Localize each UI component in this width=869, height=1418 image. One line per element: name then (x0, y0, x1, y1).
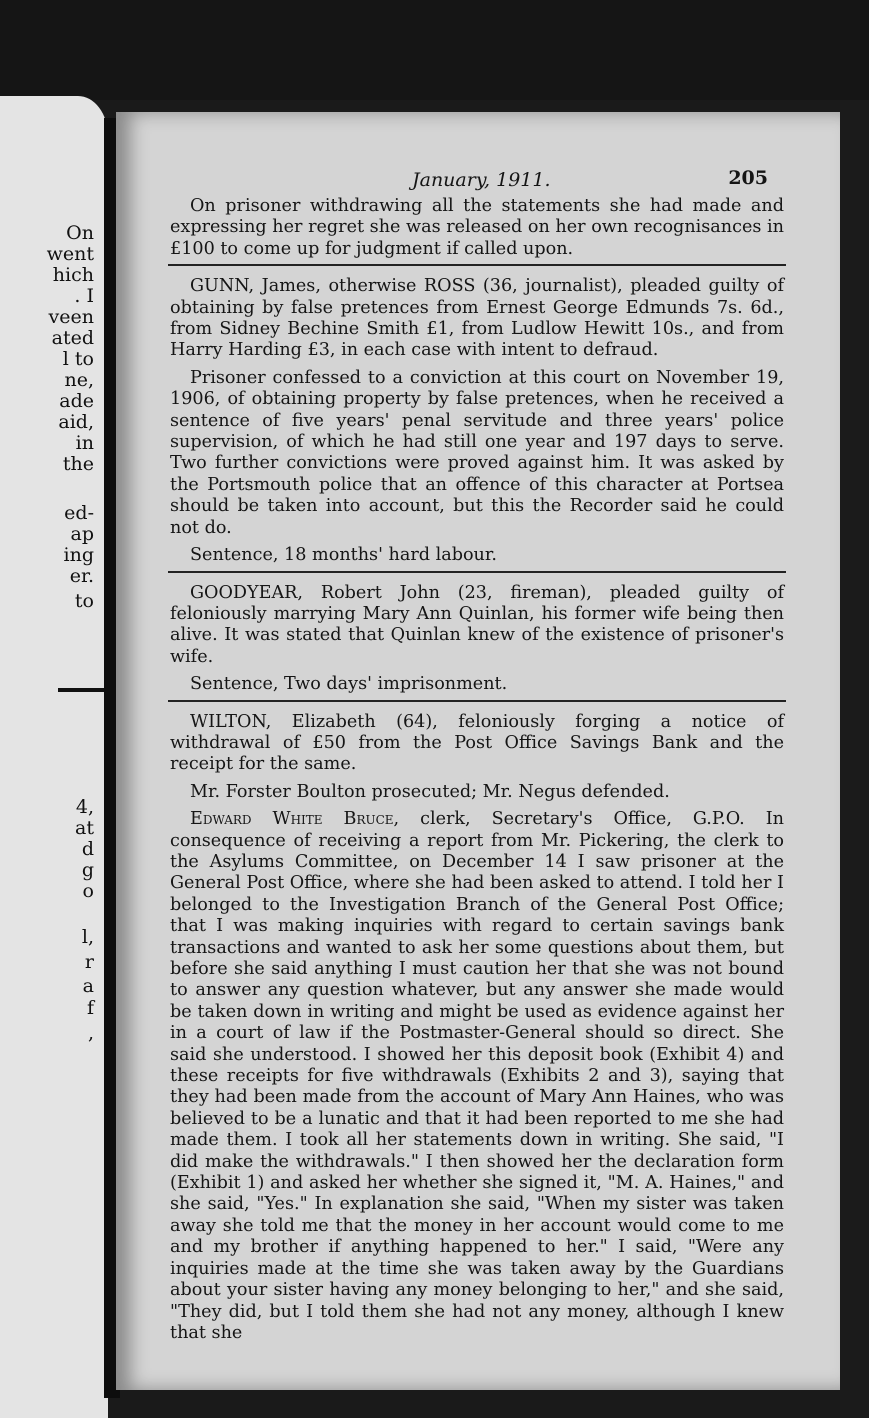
case-charge: Elizabeth (64), feloniously forging a notice of withdrawal of £50 from the Post Office Savings Bank and the receipt for the same. (170, 711, 784, 775)
left-page-fragment: veen (48, 306, 94, 328)
left-page-fragment: ated (51, 327, 94, 349)
case-divider (168, 264, 786, 266)
page-content (170, 166, 784, 1344)
witness-testimony (170, 809, 784, 1344)
left-page-fragment: went (46, 243, 94, 265)
counsel-line: Mr. Forster Boulton prosecuted; Mr. Negus defended. (190, 781, 670, 802)
case-heading (170, 583, 784, 669)
defendant-name: GUNN, (190, 276, 255, 297)
case-sentence: Sentence, Two days' imprisonment. (190, 674, 508, 695)
left-page-fragment: ap (70, 523, 94, 545)
left-page-fragment: 4, (75, 796, 94, 818)
left-page-fragment: l, (81, 926, 94, 948)
defendant-name: WILTON, (190, 711, 272, 732)
photo-background-right (840, 100, 869, 1418)
left-page-fragment: g (81, 859, 94, 881)
case-divider (168, 700, 786, 702)
case-heading (170, 276, 784, 362)
case-divider (168, 571, 786, 573)
case-paragraph: Prisoner confessed to a conviction at this court on November 19, 1906, of obtaining property by false pretences, when he received a sentence of five years' penal servitude and three years' police supervision, of which he had still one year and 197 days to serve. Two further convictions were proved against him. It was asked by the Portsmouth police that an offence of this character at Portsea should be taken into account, but this the Recorder said he could not do. (170, 367, 784, 538)
testimony-text: clerk, Secretary's Office, G.P.O. In consequence of receiving a report from Mr. Pickering, the clerk to the Asylums Committee, on December 14 I saw prisoner at the General Post Office, where she had been asked to attend. I told her I belonged to the Investigation Branch of the General Post Office; that I was making inquiries with regard to certain savings bank transactions and wanted to ask her some questions about them, but before she said anything I must caution her that she was not bound to answer any question whatever, but any answer she made would be taken down in writing and might be used as evidence against her in a court of law if the Postmaster-General should so direct. She said she understood. I showed her this deposit book (Exhibit 4) and these receipts for five withdrawals (Exhibits 2 and 3), saying that they had been made from the account of Mary Ann Haines, who was believed to be a lunatic and that it had been reported to me she had made them. I took all her statements down in writing. She said, "I did make the withdrawals." I then showed her the declaration form (Exhibit 1) and asked her whether she signed it, "M. A. Haines," and she said, "Yes." In explanation she said, "When my sister was taken away she told me that the money in her account would come to me and my brother if anything happened to her." I said, "Were any inquiries made at the time she was taken away by the Guardians about your sister having any money belonging to her," and she said, "They did, but I told them she had not any money, although I knew that she (170, 809, 784, 1343)
left-page-fragment: On (66, 222, 94, 244)
left-page-fragment: l to (62, 348, 94, 370)
left-page-fragment: f (86, 997, 94, 1019)
left-page-fragment: hich (52, 264, 94, 286)
left-page-fragment: to (74, 590, 94, 612)
left-page-fragment: the (62, 453, 94, 475)
left-page-fragment: ade (59, 390, 94, 412)
left-page-fragment: ed- (64, 502, 94, 524)
case-sentence: Sentence, 18 months' hard labour. (190, 545, 497, 566)
page-number: 205 (728, 167, 768, 189)
left-page-fragment: in (75, 432, 94, 454)
case-paragraph: On prisoner withdrawing all the statements she had made and expressing her regret she was released on her own recognisances in £100 to come up for judgment if called upon. (170, 196, 784, 259)
case-charge: Robert John (23, fireman), pleaded guilty of feloniously marrying Mary Ann Quinlan, his former wife being then alive. It was stated that Quinlan knew of the existence of prisoner's wife. (170, 582, 784, 667)
running-head (170, 166, 784, 196)
case-heading (170, 712, 784, 776)
left-page-fragment: aid, (58, 411, 94, 433)
left-page-fragment: r (84, 951, 94, 973)
witness-name: Edward White Bruce, (190, 809, 400, 830)
left-page-fragment: d (81, 838, 94, 860)
case-charge: James, otherwise ROSS (36, journalist), pleaded guilty of obtaining by false pretences from Ernest George Edmunds 7s. 6d., from Sidney Bechine Smith £1, from Ludlow Hewitt 10s., and from Harry Harding £3, in each case with intent to defraud. (170, 276, 784, 361)
left-page-fragment: ne, (64, 369, 94, 391)
running-head-title: January, 1911. (412, 169, 551, 191)
left-page-fragment: . I (74, 285, 94, 307)
defendant-name: GOODYEAR, (190, 582, 304, 603)
left-page-rule (58, 688, 104, 692)
left-page-fragment: a (82, 975, 94, 997)
left-page-fragment: at (75, 817, 94, 839)
left-page-edge (0, 96, 108, 1418)
left-page-fragment: o (82, 880, 94, 902)
photo-background-top (0, 0, 869, 100)
left-page-fragment: , (87, 1022, 94, 1044)
left-page-fragment: ing (63, 544, 94, 566)
left-page-fragment: er. (69, 565, 94, 587)
